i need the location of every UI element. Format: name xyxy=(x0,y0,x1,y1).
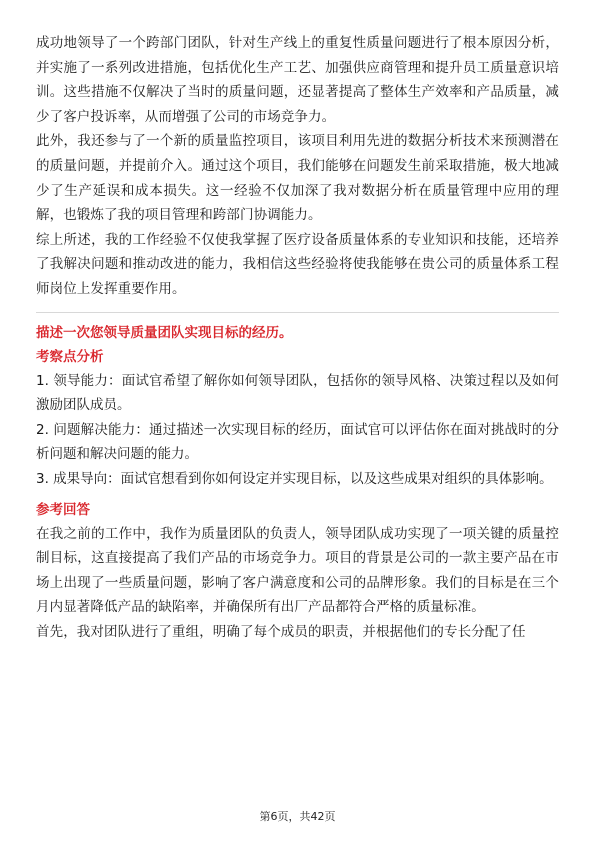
answer-title: 参考回答 xyxy=(36,501,90,518)
analysis-item-3: 3. 成果导向：面试官想看到你如何设定并实现目标，以及这些成果对组织的具体影响。 xyxy=(36,470,553,487)
section-divider xyxy=(36,312,559,313)
page-footer xyxy=(0,808,595,824)
analysis-item-1: 1. 领导能力：面试官希望了解你如何领导团队，包括你的领导风格、决策过程以及如何激励团队成员。 xyxy=(36,372,559,414)
analysis-list xyxy=(36,369,559,492)
analysis-item-2: 2. 问题解决能力：通过描述一次实现目标的经历，面试官可以评估你在面对挑战时的分析问题和解决问题的能力。 xyxy=(36,421,559,463)
answer-paragraph-1: 在我之前的工作中，我作为质量团队的负责人，领导团队成功实现了一项关键的质量控制目标，这直接提高了我们产品的市场竞争力。项目的背景是公司的一款主要产品在市场上出现了一些质量问题，影响了客户满意度和公司的品牌形象。我们的目标是在三个月内显著降低产品的缺陷率，并确保所有出厂产品都符合严格的质量标准。 xyxy=(36,525,559,616)
analysis-title: 考察点分析 xyxy=(36,348,104,365)
intro-paragraph-3: 综上所述，我的工作经验不仅使我掌握了医疗设备质量体系的专业知识和技能，还培养了我解决问题和推动改进的能力，我相信这些经验将使我能够在贵公司的质量体系工程师岗位上发挥重要作用。 xyxy=(36,231,559,297)
interview-question: 描述一次您领导质量团队实现目标的经历。 xyxy=(36,324,293,341)
intro-paragraph-2: 此外，我还参与了一个新的质量监控项目，该项目利用先进的数据分析技术来预测潜在的质量问题，并提前介入。通过这个项目，我们能够在问题发生前采取措施，极大地减少了生产延误和成本损失。这一经验不仅加深了我对数据分析在质量管理中应用的理解，也锻炼了我的项目管理和跨部门协调能力。 xyxy=(36,133,559,224)
answer-paragraph-2: 首先，我对团队进行了重组，明确了每个成员的职责，并根据他们的专长分配了任 xyxy=(36,623,526,640)
page-number: 第6页，共42页 xyxy=(259,810,336,823)
intro-paragraph-1: 成功地领导了一个跨部门团队，针对生产线上的重复性质量问题进行了根本原因分析，并实施了一系列改进措施，包括优化生产工艺、加强供应商管理和提升员工质量意识培训。这些措施不仅解决了当时的质量问题，还显著提高了整体生产效率和产品质量，减少了客户投诉率，从而增强了公司的市场竞争力。 xyxy=(36,35,559,125)
document-page xyxy=(36,31,559,644)
